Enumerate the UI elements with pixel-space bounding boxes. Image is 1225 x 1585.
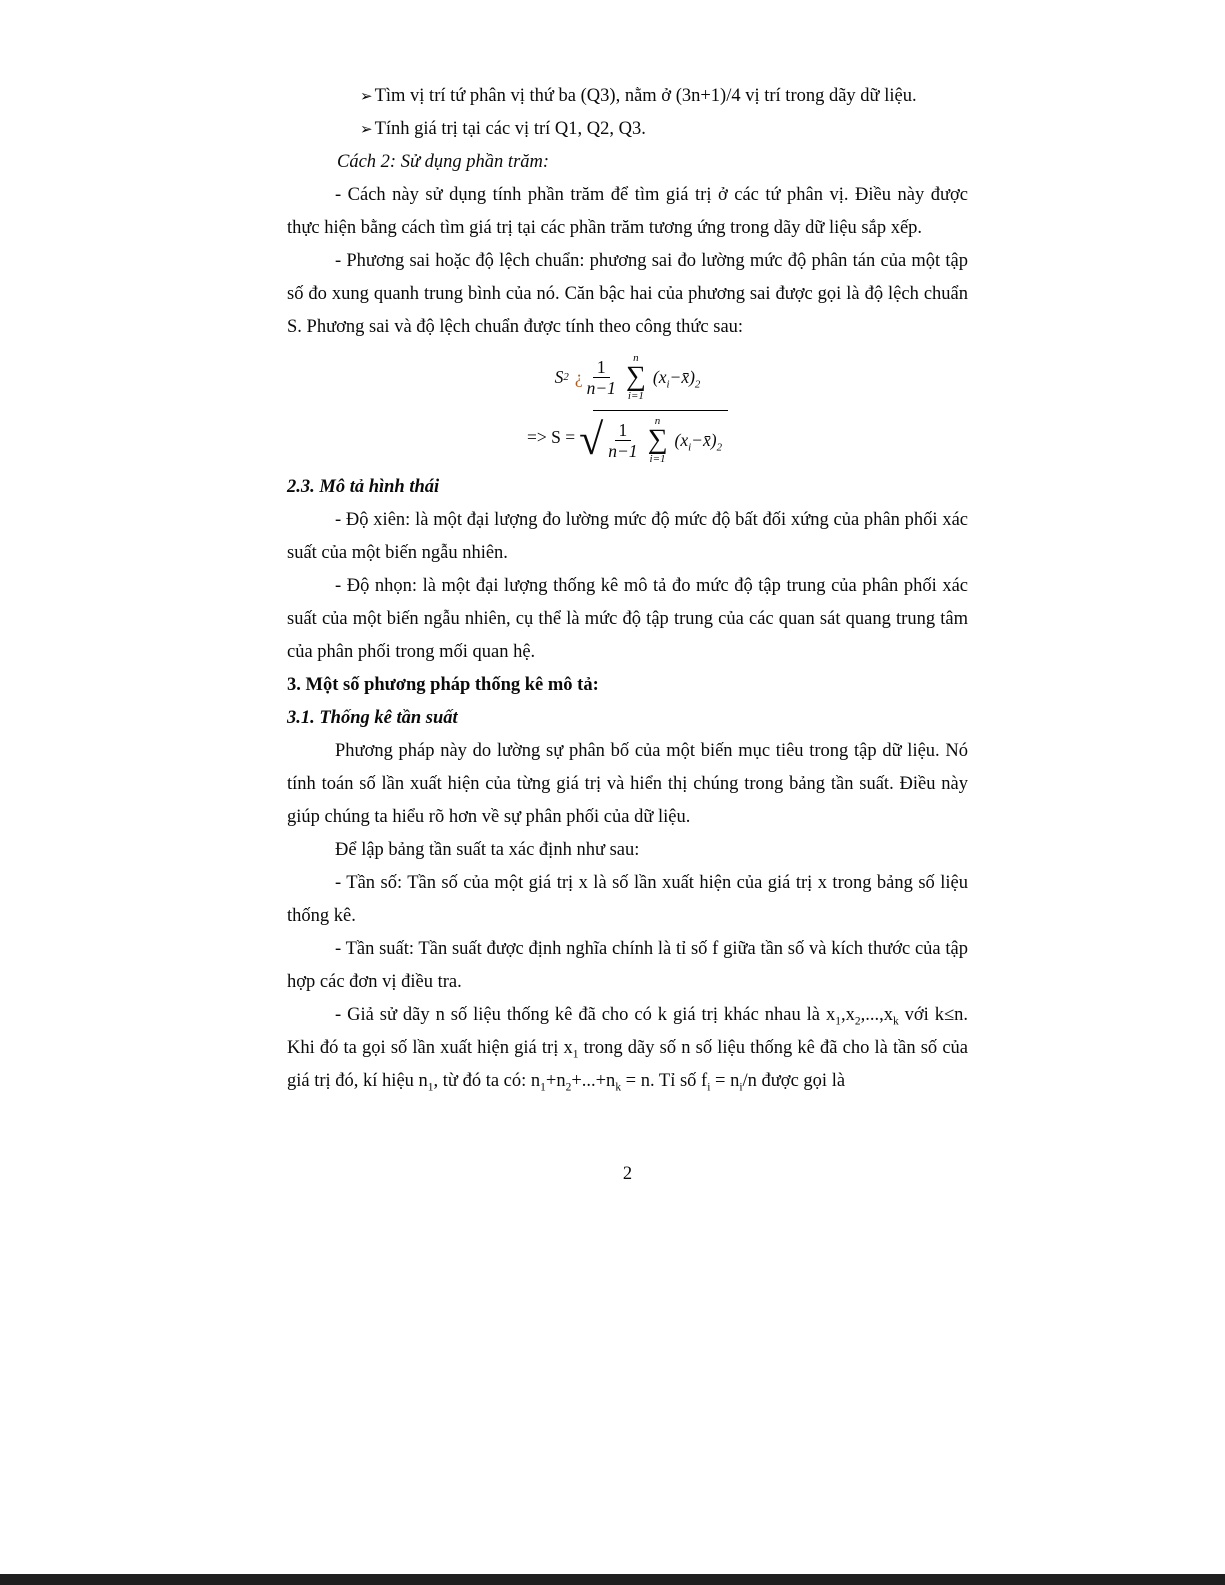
section-heading-3: 3. Một số phương pháp thống kê mô tả:: [287, 675, 599, 695]
paragraph-phuong-phap: Phương pháp này do lường sự phân bố của một biến mục tiêu trong tập dữ liệu. Nó tính toán số lần xuất hiện của từng giá trị và hiển thị chúng trong bảng tần suất. Điều này giúp chúng ta hiểu rõ hơn về sự phân phối của dữ liệu.: [287, 741, 968, 827]
summation-upper-limit: n: [654, 415, 661, 427]
bullet-text: Tính giá trị tại các vị trí Q1, Q2, Q3.: [374, 119, 646, 139]
variance-formula: S 2 ¿ $\frac{1}{n-1}$ n ∑ i=1 $(x_i-x̄)_2$: [554, 352, 701, 402]
fraction: [587, 357, 616, 398]
fraction: [608, 420, 637, 461]
content-area: [287, 80, 968, 1210]
arrow-bullet-icon: ➢: [360, 120, 373, 138]
paragraph-do-nhon: - Độ nhọn: là một đại lượng thống kê mô tả đo mức độ tập trung của phân phối xác suất của một biến ngẫu nhiên, cụ thể là mức độ tập trung của các quan sát quang trung tâm của phân phối trong mối quan hệ.: [287, 576, 968, 662]
bottom-dark-bar: [0, 1574, 1225, 1585]
paragraph-gia-su: - Giả sử dãy n số liệu thống kê đã cho có k giá trị khác nhau là $x_1,x_2,...,x_k$ với k≤n. Khi đó ta gọi số lần xuất hiện giá trị $x_1$ trong dãy số n số liệu thống kê đã cho là tần số của giá trị đó, kí hiệu $n_1$, từ đó ta có: $n_1+n_2+...+n_k = n$. Tỉ số $f_i = n_i/n$ được gọi là: [287, 1005, 969, 1094]
summation-operator: [648, 415, 668, 465]
bullet-text: Tìm vị trí tứ phân vị thứ ba (Q3), nằm ở (3n+1)/4 vị trí trong dãy dữ liệu.: [374, 86, 917, 106]
cach2-heading: Cách 2: Sử dụng phần trăm:: [337, 152, 550, 172]
section-heading-3-1: 3.1. Thống kê tần suất: [287, 708, 458, 728]
inverted-question-mark: ¿: [574, 366, 583, 387]
bullet-item-q1q2q3: [287, 113, 968, 146]
fraction-numerator: 1: [593, 357, 610, 378]
paragraph-tan-so: - Tần số: Tần số của một giá trị x là số lần xuất hiện của giá trị x trong bảng số liệu thống kê.: [287, 873, 968, 926]
fraction-numerator: 1: [615, 420, 632, 441]
summation-lower-limit: i=1: [649, 453, 666, 465]
formula-lhs: S: [554, 366, 564, 387]
arrow-bullet-icon: ➢: [360, 87, 373, 105]
bullet-item-q3: [287, 80, 968, 113]
paragraph-do-xien: - Độ xiên: là một đại lượng đo lường mức độ mức độ bất đối xứng của phân phối xác suất của một biến ngẫu nhiên.: [287, 510, 968, 563]
formula-prefix: => S =: [527, 427, 576, 447]
sigma-icon: ∑: [647, 424, 668, 455]
radical-icon: √: [579, 414, 604, 464]
stddev-formula: [287, 410, 968, 465]
sigma-icon: ∑: [625, 361, 646, 392]
paragraph-lap-bang: Để lập bảng tần suất ta xác định như sau:: [335, 840, 640, 860]
summation-upper-limit: n: [633, 352, 639, 364]
summation-operator: [626, 352, 646, 402]
paragraph-cach2: - Cách này sử dụng tính phần trăm để tìm giá trị ở các tứ phân vị. Điều này được thực hiện bằng cách tìm giá trị tại các phần trăm tương ứng trong dãy dữ liệu sắp xếp.: [287, 185, 968, 238]
fraction-denominator: n−1: [608, 440, 638, 461]
fraction-denominator: n−1: [586, 377, 616, 398]
formula-body: $(x_i-x̄)_2$: [652, 366, 701, 390]
formula-body: $(x_i-x̄)_2$: [674, 429, 722, 453]
radicand: [593, 410, 728, 465]
paragraph-tan-suat: - Tần suất: Tần suất được định nghĩa chính là tỉ số f giữa tần số và kích thước của tập hợp các đơn vị điều tra.: [287, 939, 968, 992]
page-number: 2: [622, 1164, 633, 1184]
summation-lower-limit: i=1: [627, 390, 644, 402]
paragraph-phuong-sai: - Phương sai hoặc độ lệch chuẩn: phương sai đo lường mức độ phân tán của một tập số đo xung quanh trung bình của nó. Căn bậc hai của phương sai được gọi là độ lệch chuẩn S. Phương sai và độ lệch chuẩn được tính theo công thức sau:: [287, 251, 968, 337]
square-root: [579, 410, 728, 465]
section-heading-2-3: 2.3. Mô tả hình thái: [287, 477, 440, 497]
